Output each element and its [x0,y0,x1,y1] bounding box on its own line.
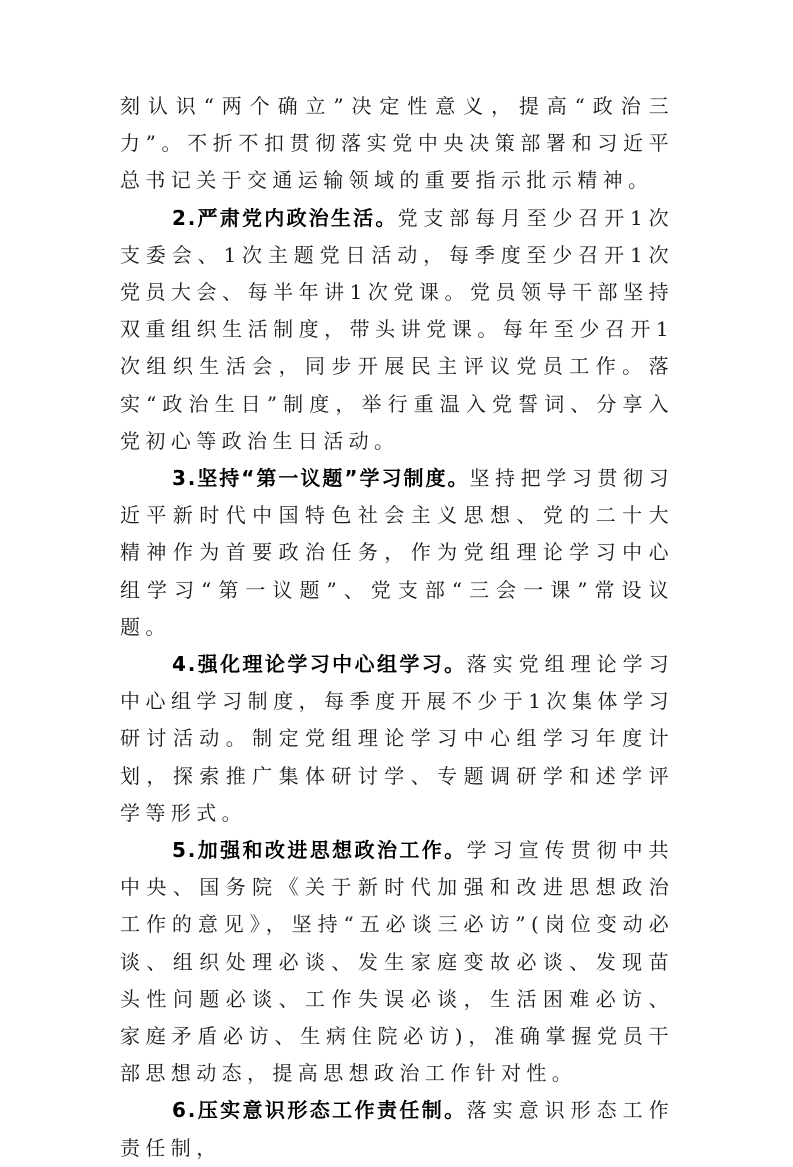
paragraph-2 [120,200,674,460]
paragraph-6 [120,1092,674,1166]
paragraph-body: 落实意识形态工作责任制， [120,1098,675,1160]
paragraph-body: 刻认识“两个确立”决定性意义，提高“政治三力”。不折不扣贯彻落实党中央决策部署和习近平总书记关于交通运输领域的重要指示批示精神。 [120,94,674,193]
paragraph-heading: 4.强化理论学习中心组学习。 [172,652,467,677]
paragraph-heading: 3.坚持“第一议题”学习制度。 [172,466,470,491]
paragraph-body: 学习宣传贯彻中共中央、国务院《关于新时代加强和改进思想政治工作的意见》，坚持“五必谈三必访”(岗位变动必谈、组织处理必谈、发生家庭变故必谈、发现苗头性问题必谈、工作失误必谈，生活困难必访、家庭矛盾必访、生病住院必访)，准确掌握党员干部思想动态，提高思想政治工作针对性。 [120,838,675,1086]
paragraph-4 [120,646,674,832]
paragraph-heading: 6.压实意识形态工作责任制。 [172,1098,467,1123]
paragraph-heading: 5.加强和改进思想政治工作。 [172,838,467,863]
paragraph-body: 落实党组理论学习中心组学习制度，每季度开展不少于1次集体学习研讨活动。制定党组理论学习中心组学习年度计划，探索推广集体研讨学、专题调研学和述学评学等形式。 [120,652,675,825]
paragraph-3 [120,460,674,646]
document-page [120,88,674,1167]
paragraph-5 [120,832,674,1092]
paragraph-body: 坚持把学习贯彻习近平新时代中国特色社会主义思想、党的二十大精神作为首要政治任务，作为党组理论学习中心组学习“第一议题”、党支部“三会一课”常设议题。 [120,466,674,639]
paragraph-heading: 2.严肃党内政治生活。 [172,205,398,230]
paragraph-body: 党支部每月至少召开1次支委会、1次主题党日活动，每季度至少召开1次党员大会、每半年讲1次党课。党员领导干部坚持双重组织生活制度，带头讲党课。每年至少召开1次组织生活会，同步开展民主评议党员工作。落实“政治生日”制度，举行重温入党誓词、分享入党初心等政治生日活动。 [120,205,674,453]
paragraph-1-continuation [120,88,674,200]
